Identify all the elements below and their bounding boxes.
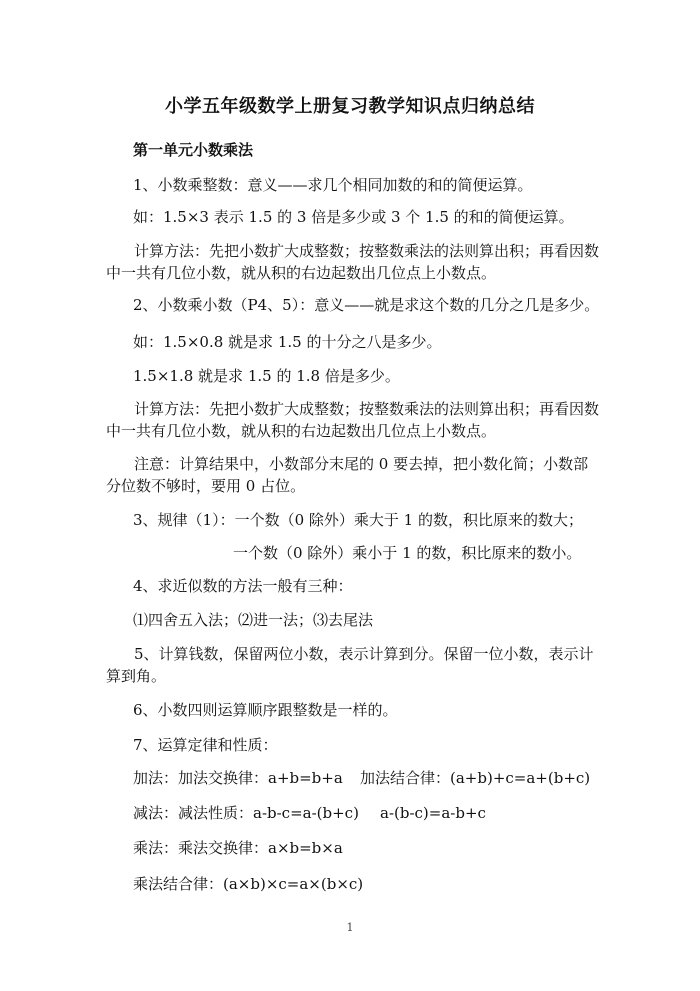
text-line: 乘法：乘法交换律：a×b=b×a (133, 839, 343, 857)
paragraph: 计算方法：先把小数扩大成整数；按整数乘法的法则算出积；再看因数中一共有几位小数，就从积的右边起数出几位点上小数点。 (106, 400, 600, 440)
unit-heading: 第一单元小数乘法 (133, 141, 254, 159)
text-line: 一个数（0 除外）乘小于 1 的数，积比原来的数小。 (233, 544, 582, 562)
paragraph: 计算方法：先把小数扩大成整数；按整数乘法的法则算出积；再看因数中一共有几位小数，就从积的右边起数出几位点上小数点。 (106, 242, 600, 282)
text-line: ⑴四舍五入法；⑵进一法；⑶去尾法 (133, 611, 374, 629)
text-line: 2、小数乘小数（P4、5）：意义——就是求这个数的几分之几是多少。 (133, 296, 600, 314)
page-number: 1 (346, 921, 354, 934)
text-line: 6、小数四则运算顺序跟整数是一样的。 (133, 701, 398, 719)
text-line: 7、运算定律和性质： (133, 736, 278, 754)
text-line: 乘法结合律：(a×b)×c=a×(b×c) (133, 875, 364, 893)
paragraph: 5、计算钱数，保留两位小数，表示计算到分。保留一位小数，表示计算到角。 (106, 645, 594, 685)
paragraph: 注意：计算结果中，小数部分末尾的 0 要去掉，把小数化简；小数部分位数不够时，要用 0 占位。 (106, 455, 589, 495)
text-line: a-(b-c)=a-b+c (380, 804, 486, 822)
text-line: 如：1.5×0.8 就是求 1.5 的十分之八是多少。 (133, 333, 442, 351)
text-line: 减法：减法性质：a-b-c=a-(b+c) (133, 804, 359, 822)
text-line: 如：1.5×3 表示 1.5 的 3 倍是多少或 3 个 1.5 的和的简便运算。 (133, 208, 574, 226)
text-line: 1.5×1.8 就是求 1.5 的 1.8 倍是多少。 (133, 367, 400, 385)
text-line: 1、小数乘整数：意义——求几个相同加数的和的简便运算。 (133, 176, 533, 194)
text-line: 4、求近似数的方法一般有三种： (133, 577, 353, 595)
text-line: 3、规律（1）：一个数（0 除外）乘大于 1 的数，积比原来的数大； (133, 511, 583, 529)
text-line: 加法：加法交换律：a+b=b+a (133, 769, 343, 787)
page-title: 小学五年级数学上册复习教学知识点归纳总结 (165, 96, 535, 117)
text-line: 加法结合律：(a+b)+c=a+(b+c) (360, 769, 591, 787)
